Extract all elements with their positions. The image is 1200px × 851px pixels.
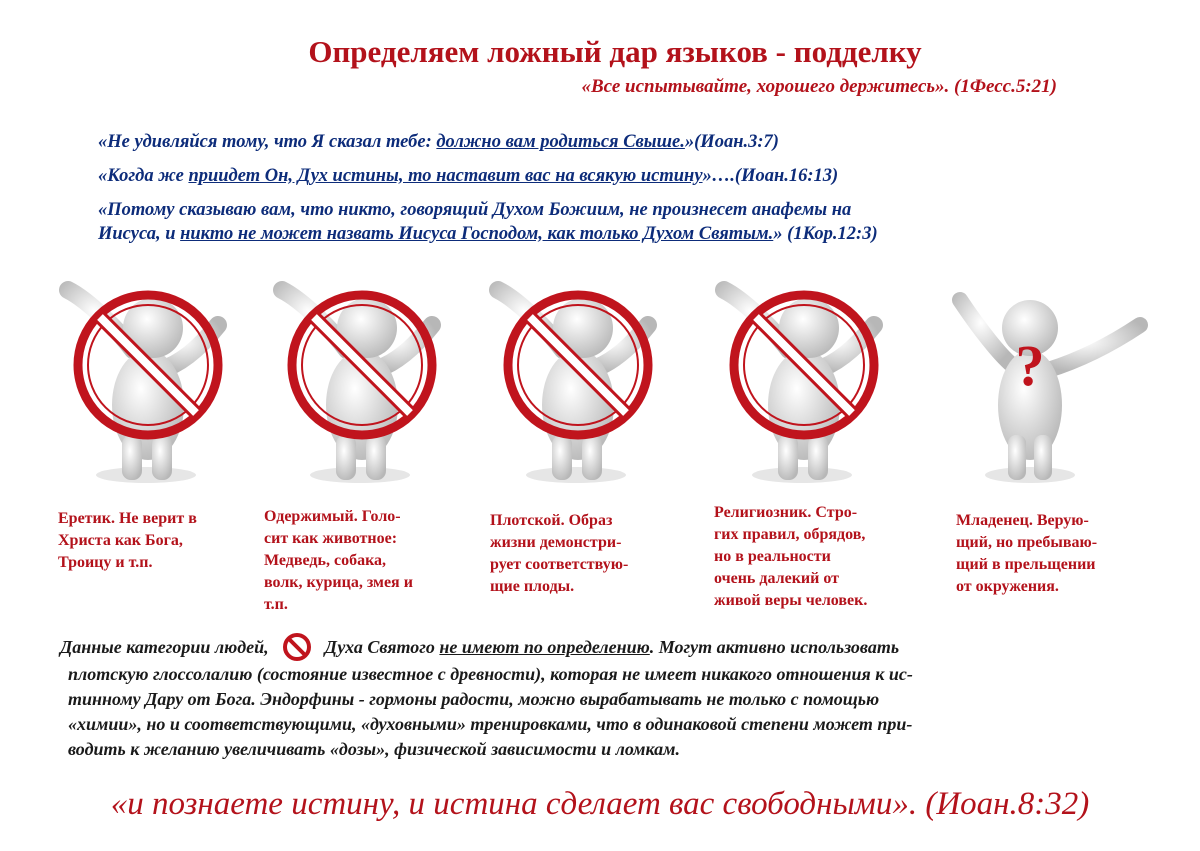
caption-heretic: Еретик. Не верит в Христа как Бога, Троицу и т.п. — [58, 510, 197, 571]
figure-possessed — [262, 270, 462, 490]
verses — [98, 130, 1098, 256]
verse-1: «Не удивляйся тому, что Я сказал тебе: должно вам родиться Свыше.»(Иоан.3:7) — [98, 132, 779, 152]
prohibited-person-icon — [262, 270, 462, 490]
figure-heretic — [48, 270, 248, 490]
figure-infant — [950, 270, 1150, 490]
prohibited-person-icon — [704, 270, 904, 490]
verse-3-highlight: никто не может назвать Иисуса Господом, как только Духом Святым. — [180, 224, 774, 244]
epigraph: «Все испытывайте, хорошего держитесь». (1Фесс.5:21) — [581, 76, 1057, 97]
question-mark: ? — [1015, 333, 1045, 398]
footer-quote: «и познаете истину, и истина сделает вас свободными». (Иоан.8:32) — [110, 786, 1090, 822]
prohibition-icon — [279, 632, 315, 662]
caption-religious: Религиозник. Стро- гих правил, обрядов, но в реальности очень далекий от живой веры человек. — [714, 504, 868, 609]
figures-row — [0, 270, 1200, 500]
question-person-icon — [950, 270, 1150, 490]
explanation-paragraph: Данные категории людей, Духа Святого не имеют по определению. Могут активно использовать плотскую глоссолалию (состояние известное с древности), которая не имеет никакого отношения к ис- тинному Дару от Бога. Эндорфины - гормоны радости, можно вырабатывать не только с помощью «химии», но и соответствующими, «духовными» тренировками, что в одинаковой степени может при- водить к желанию увеличивать «дозы», физической зависимости и ломкам. — [60, 632, 1155, 762]
figure-religious — [704, 270, 904, 490]
verse-1-highlight: должно вам родиться Свыше. — [436, 132, 685, 152]
verse-2: «Когда же приидет Он, Дух истины, то наставит вас на всякую истину»….(Иоан.16:13) — [98, 166, 839, 186]
verse-2-highlight: приидет Он, Дух истины, то наставит вас на всякую истину — [188, 166, 703, 186]
caption-carnal: Плотской. Образ жизни демонстри- рует соответствую- щие плоды. — [490, 512, 629, 595]
caption-infant: Младенец. Верую- щий, но пребываю- щий в прельщении от окружения. — [956, 512, 1098, 595]
page-title: Определяем ложный дар языков - подделку — [308, 34, 922, 69]
verse-3: «Потому сказываю вам, что никто, говорящий Духом Божиим, не произнесет анафемы на Иисуса, и никто не может назвать Иисуса Господом, как только Духом Святым.» (1Кор.12:3) — [98, 200, 878, 244]
prohibited-person-icon — [478, 270, 678, 490]
caption-possessed: Одержимый. Голо- сит как животное: Медведь, собака, волк, курица, змея и т.п. — [264, 508, 413, 613]
prohibited-person-icon — [48, 270, 248, 490]
figure-carnal — [478, 270, 678, 490]
